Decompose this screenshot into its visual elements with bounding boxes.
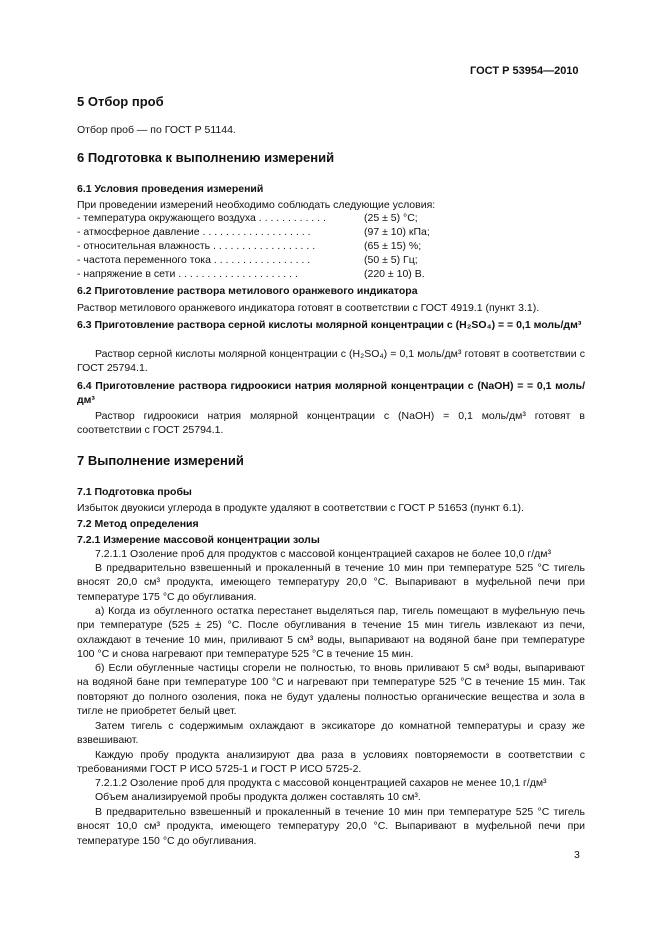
section-6-2-title: 6.2 Приготовление раствора метилового оранжевого индикатора: [77, 285, 418, 297]
section-6-3-title: 6.3 Приготовление раствора серной кислоты молярной концентрации c (H₂SO₄) = = 0,1 моль/дм³: [77, 319, 582, 331]
section-7-1-text: Избыток двуокиси углерода в продукте удаляют в соответствии с ГОСТ Р 51653 (пункт 6.1).: [77, 502, 524, 514]
condition-label: - температура окружающего воздуха . . . . . . . . . . . .: [77, 212, 326, 224]
paragraph-b: б) Если обугленные частицы сгорели не полностью, то вновь приливают 5 см³ воды, выпаривают на водяной бане при температуре 100 °C и нагревают при температуре 525 °C в течение 15 мин. Так повторяют до полного озоления, пока не будут удалены полностью органические вещества и зола в тигле не приобретет белый цвет.: [77, 662, 585, 717]
section-7-1-title: 7.1 Подготовка пробы: [77, 486, 192, 498]
paragraph: Каждую пробу продукта анализируют два раза в условиях повторяемости в соответствии с требованиями ГОСТ Р ИСО 5725-1 и ГОСТ Р ИСО 5725-2.: [77, 749, 585, 776]
section-6-3-text: Раствор серной кислоты молярной концентрации c (H₂SO₄) = 0,1 моль/дм³ готовят в соответствии с ГОСТ 25794.1.: [77, 348, 585, 375]
standard-header: ГОСТ Р 53954—2010: [470, 65, 579, 77]
section-7-2-title: 7.2 Метод определения: [77, 518, 199, 530]
section-7-2-1-2-title: 7.2.1.2 Озоление проб для продукта с массовой концентрацией сахаров не менее 10,1 г/дм³: [95, 777, 547, 789]
condition-label: - относительная влажность . . . . . . . . . . . . . . . . . .: [77, 240, 316, 252]
paragraph: В предварительно взвешенный и прокаленный в течение 10 мин при температуре 525 °C тигель вносят 20,0 см³ продукта, имеющего температуру 20,0 °C. Выпаривают в муфельной печи при температуре 175 °C до обугливания.: [77, 562, 585, 603]
section-7-2-1-title: 7.2.1 Измерение массовой концентрации золы: [77, 534, 320, 546]
section-5-title: 5 Отбор проб: [77, 94, 164, 109]
condition-value: (97 ± 10) кПа;: [364, 226, 430, 238]
condition-value: (50 ± 5) Гц;: [364, 254, 418, 266]
condition-label: - частота переменного тока . . . . . . . . . . . . . . . . .: [77, 254, 311, 266]
condition-value: (220 ± 10) В.: [364, 268, 425, 280]
condition-label: - атмосферное давление . . . . . . . . . . . . . . . . . . .: [77, 226, 311, 238]
section-7-title: 7 Выполнение измерений: [77, 453, 244, 468]
paragraph: Объем анализируемой пробы продукта должен составлять 10 см³.: [95, 791, 421, 803]
paragraph: В предварительно взвешенный и прокаленный в течение 10 мин при температуре 525 °C тигель вносят 10,0 см³ продукта, имеющего температуру 20,0 °C. Выпаривают в муфельной печи при температуре 150 °C до обугливания.: [77, 806, 585, 847]
condition-value: (25 ± 5) °C;: [364, 212, 418, 224]
paragraph: Затем тигель с содержимым охлаждают в эксикаторе до комнатной температуры и сразу же взвешивают.: [77, 720, 585, 747]
section-6-4-text: Раствор гидроокиси натрия молярной концентрации c (NaOH) = 0,1 моль/дм³ готовят в соответствии с ГОСТ 25794.1.: [77, 410, 585, 437]
page-number: 3: [574, 849, 580, 861]
section-7-2-1-1-title: 7.2.1.1 Озоление проб для продуктов с массовой концентрацией сахаров не более 10,0 г/дм³: [95, 548, 552, 560]
condition-label: - напряжение в сети . . . . . . . . . . . . . . . . . . . . .: [77, 268, 298, 280]
section-6-title: 6 Подготовка к выполнению измерений: [77, 150, 335, 165]
section-6-1-title: 6.1 Условия проведения измерений: [77, 183, 264, 195]
section-6-1-intro: При проведении измерений необходимо соблюдать следующие условия:: [77, 199, 436, 211]
section-6-4-title: 6.4 Приготовление раствора гидроокиси натрия молярной концентрации c (NaOH) = = 0,1 моль/дм³: [77, 380, 585, 407]
paragraph-a: а) Когда из обугленного остатка перестанет выделяться пар, тигель помещают в муфельную печь при температуре (525 ± 25) °C. После обугливания в течение 15 мин тигель извлекают из печи, охлаждают в течение 10 мин, приливают 5 см³ воды, выпаривают на водяной бане при температуре 100 °C и снова нагревают при температуре 525 °C в течение 15 мин.: [77, 605, 585, 660]
condition-value: (65 ± 15) %;: [364, 240, 422, 252]
section-5-text: Отбор проб — по ГОСТ Р 51144.: [77, 124, 236, 136]
section-6-2-text: Раствор метилового оранжевого индикатора готовят в соответствии с ГОСТ 4919.1 (пункт 3.1).: [77, 302, 540, 314]
